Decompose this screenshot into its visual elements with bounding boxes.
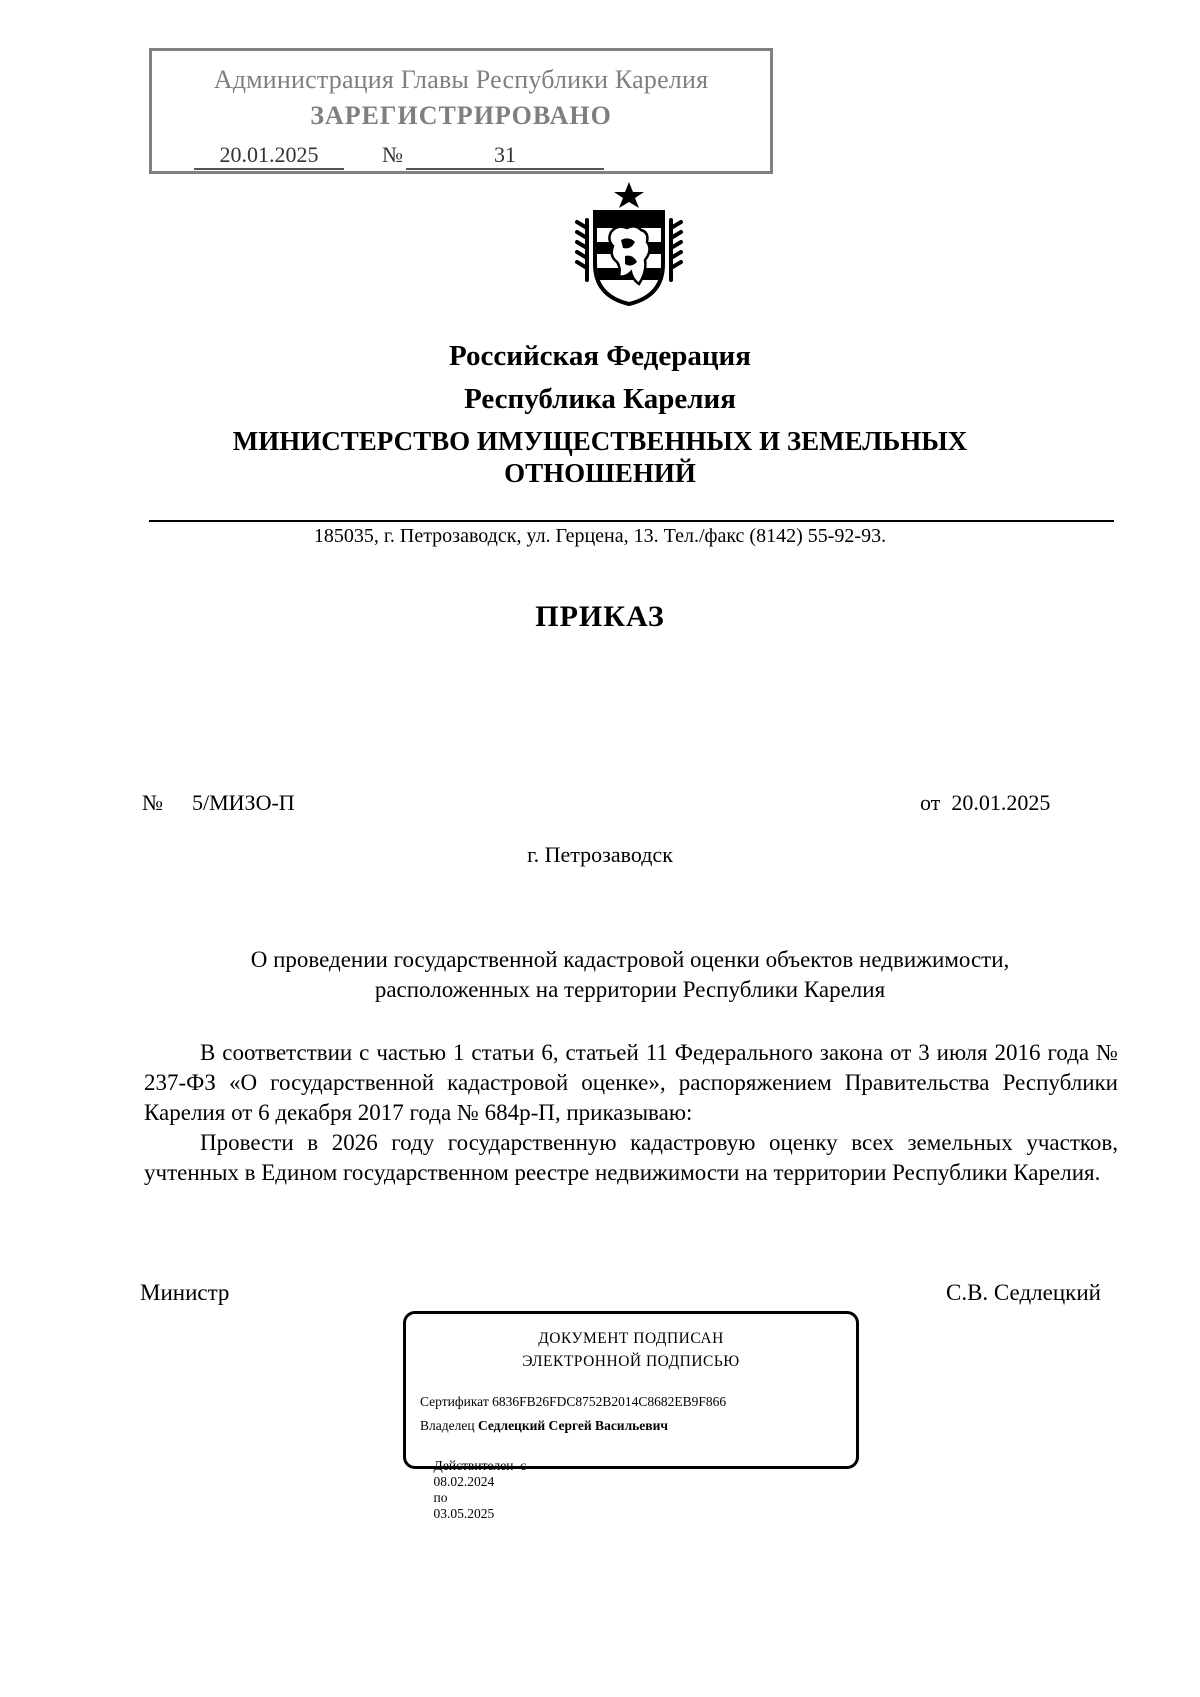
- document-paragraph-2: Провести в 2026 году государственную кадастровую оценку всех земельных участков, учтенных в Едином государственном реестре недвижимости на территории Республики Карелия.: [144, 1130, 1118, 1185]
- document-subject-line1: О проведении государственной кадастровой оценки объектов недвижимости,: [250, 947, 1010, 972]
- header-ministry-line1: МИНИСТЕРСТВО ИМУЩЕСТВЕННЫХ И ЗЕМЕЛЬНЫХ: [232, 426, 968, 456]
- registration-stamp-status: ЗАРЕГИСТРИРОВАНО: [310, 101, 612, 130]
- document-city: г. Петрозаводск: [527, 842, 673, 867]
- header-ministry: [0, 425, 1200, 489]
- header-address: 185035, г. Петрозаводск, ул. Герцена, 13. Тел./факс (8142) 55-92-93.: [313, 525, 887, 547]
- esig-certificate-row: [420, 1394, 726, 1410]
- esig-certificate-label: Сертификат: [420, 1394, 489, 1409]
- signature-name: С.В. Седлецкий: [946, 1280, 1101, 1305]
- esig-valid-label: Действителен с: [433, 1458, 527, 1473]
- document-subject-line2: расположенных на территории Республики Карелия: [374, 977, 886, 1002]
- document-number-label: №: [142, 790, 163, 815]
- signature-role: Министр: [140, 1280, 230, 1305]
- document-number: 5/МИЗО-П: [192, 790, 295, 815]
- karelia-coat-of-arms-icon: [573, 180, 685, 308]
- esig-owner-label: Владелец: [420, 1418, 475, 1433]
- document-type: ПРИКАЗ: [535, 600, 665, 633]
- header-ministry-line2: ОТНОШЕНИЙ: [504, 458, 696, 488]
- esig-valid-to: 03.05.2025: [433, 1506, 495, 1521]
- esig-owner-value: Седлецкий Сергей Васильевич: [477, 1418, 668, 1433]
- document-paragraph-1: В соответствии с частью 1 статьи 6, статьей 11 Федерального закона от 3 июля 2016 года № 237-ФЗ «О государственной кадастровой оценке», распоряжением Правительства Республики Карелия от 6 декабря 2017 года № 684р-П, приказываю:: [144, 1040, 1118, 1125]
- document-subject: [150, 945, 1110, 1005]
- registration-date: 20.01.2025: [194, 142, 344, 170]
- esig-validity-row: [420, 1442, 526, 1538]
- header-divider: [149, 520, 1114, 522]
- esig-valid-to-label: по: [433, 1490, 448, 1505]
- esig-title-line2: ЭЛЕКТРОННОЙ ПОДПИСЬЮ: [522, 1353, 740, 1370]
- esig-valid-from: 08.02.2024: [433, 1474, 495, 1489]
- header-country: Российская Федерация: [449, 340, 751, 372]
- esig-title-line1: ДОКУМЕНТ ПОДПИСАН: [538, 1330, 724, 1347]
- electronic-signature-stamp: [403, 1311, 859, 1521]
- registration-number: 31: [406, 142, 604, 170]
- document-date: от 20.01.2025: [920, 790, 1051, 815]
- registration-number-label: №: [382, 142, 403, 167]
- esig-owner-row: [420, 1418, 668, 1434]
- header-republic: Республика Карелия: [464, 383, 736, 415]
- registration-stamp-org: Администрация Главы Республики Карелия: [213, 65, 709, 94]
- esig-certificate-value: 6836FB26FDC8752B2014C8682EB9F866: [492, 1394, 727, 1409]
- registration-stamp: [149, 48, 773, 174]
